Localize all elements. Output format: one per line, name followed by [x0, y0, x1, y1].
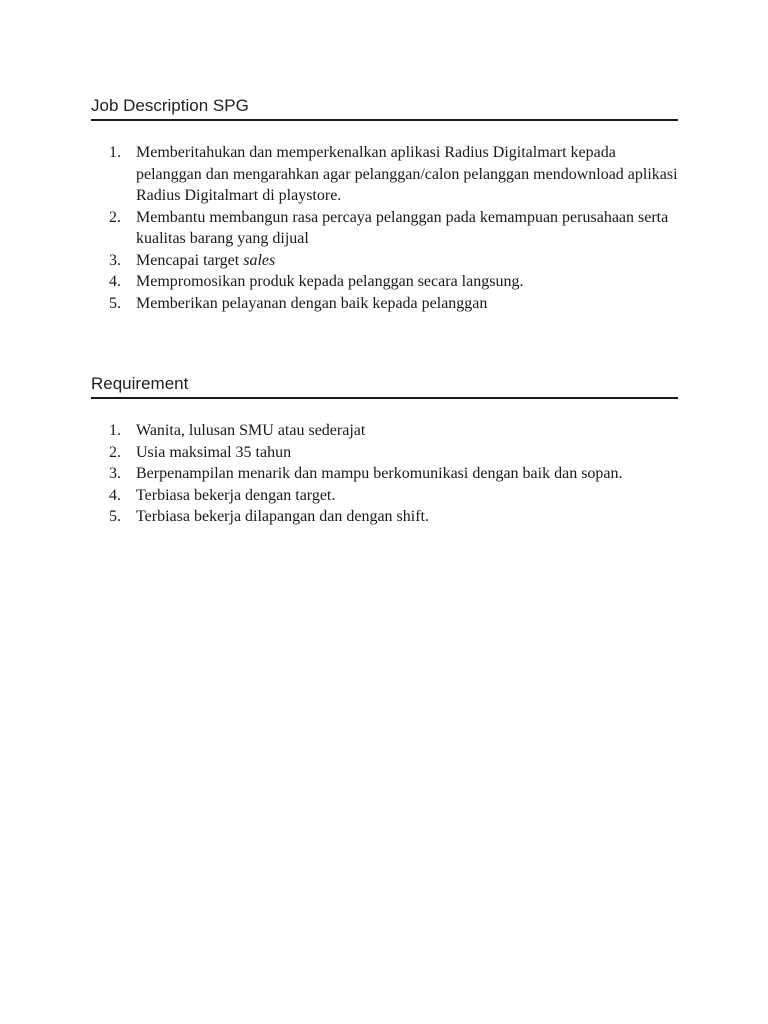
list-item [91, 207, 678, 250]
list-number: 4. [109, 273, 121, 290]
requirement-list [91, 420, 678, 528]
list-number: 4. [109, 486, 121, 504]
list-number: 2. [109, 208, 121, 226]
list-number: 1. [109, 144, 121, 161]
list-item-text: Berpenampilan menarik dan mampu berkomunikasi dengan baik dan sopan. [136, 465, 623, 482]
list-item [91, 485, 678, 507]
list-item-text: Terbiasa bekerja dengan target. [136, 486, 336, 504]
list-item [91, 420, 678, 442]
list-item-text: Mempromosikan produk kepada pelanggan secara langsung. [136, 273, 524, 290]
list-item-text: Membantu membangun rasa percaya pelanggan pada kemampuan perusahaan serta kualitas barang yang dijual [136, 208, 669, 247]
job-description-section [91, 96, 678, 314]
list-item-text: Memberitahukan dan memperkenalkan aplikasi Radius Digitalmart kepada pelanggan dan mengarahkan agar pelanggan/calon pelanggan mendownload aplikasi Radius Digitalmart di playstore. [136, 144, 678, 204]
list-item-text: Memberikan pelayanan dengan baik kepada pelanggan [136, 294, 488, 312]
list-item [91, 271, 678, 293]
list-item [91, 250, 678, 272]
job-description-heading: Job Description SPG [91, 96, 678, 121]
job-description-list [91, 142, 678, 314]
list-item-text: Usia maksimal 35 tahun [136, 443, 292, 461]
list-number: 3. [109, 251, 121, 269]
list-item [91, 442, 678, 464]
list-item-text: Terbiasa bekerja dilapangan dan dengan shift. [136, 508, 429, 525]
list-number: 5. [109, 508, 121, 525]
list-item [91, 142, 678, 207]
list-item [91, 463, 678, 485]
list-item [91, 293, 678, 315]
list-number: 2. [109, 443, 121, 461]
list-number: 3. [109, 465, 121, 482]
list-item-text: Wanita, lulusan SMU atau sederajat [136, 422, 366, 439]
requirement-section [91, 374, 678, 528]
list-item [91, 506, 678, 528]
list-number: 1. [109, 422, 121, 439]
requirement-heading: Requirement [91, 374, 678, 399]
list-number: 5. [109, 294, 121, 312]
list-item-emphasis: sales [243, 251, 276, 269]
list-item-text: Mencapai target [136, 251, 244, 269]
